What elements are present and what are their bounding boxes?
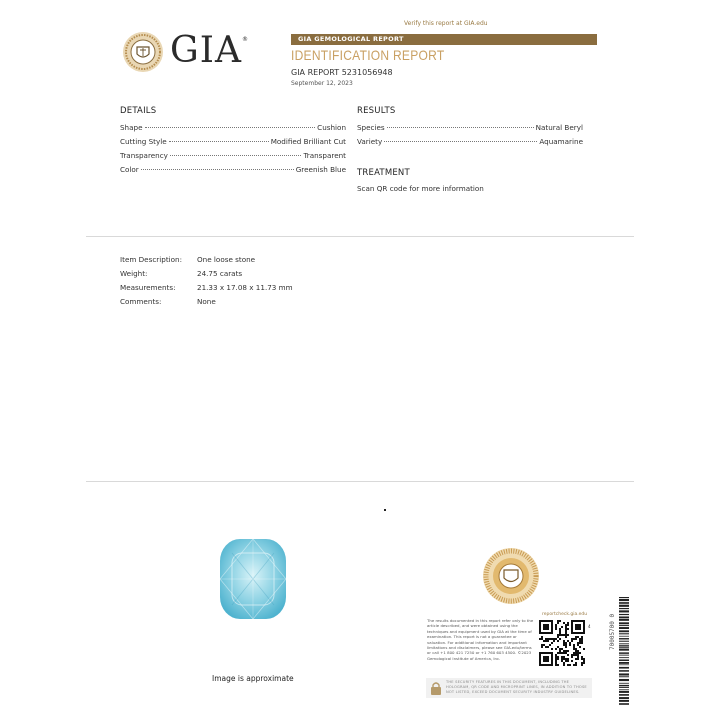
result-row-species bbox=[357, 123, 583, 132]
qr-code-icon bbox=[539, 620, 585, 666]
detail-row-transparency bbox=[120, 151, 346, 160]
lock-icon bbox=[430, 681, 442, 695]
gia-logo-text: GIA bbox=[170, 30, 242, 71]
detail-label: Transparency bbox=[120, 151, 168, 160]
verify-text: Verify this report at GIA.edu bbox=[404, 20, 488, 27]
item-value: 21.33 x 17.08 x 11.73 mm bbox=[197, 283, 293, 292]
detail-row-color bbox=[120, 165, 346, 174]
gia-seal-icon bbox=[122, 31, 164, 73]
result-label: Variety bbox=[357, 137, 383, 146]
result-value: Aquamarine bbox=[539, 137, 583, 146]
gia-hologram-seal-icon bbox=[482, 547, 540, 605]
detail-value: Transparent bbox=[303, 151, 346, 160]
item-value: 24.75 carats bbox=[197, 269, 243, 278]
item-label: Comments: bbox=[120, 297, 162, 306]
security-text: THE SECURITY FEATURES IN THIS DOCUMENT, INCLUDING THE HOLOGRAM, QR CODE AND MICROPRINT LINES, IN ADDITION TO THOSE NOT LISTED, EXCEED DOCUMENT SECURITY INDUSTRY GUIDELINES. bbox=[446, 680, 587, 694]
report-number: GIA REPORT 5231056948 bbox=[291, 68, 393, 77]
serial-number: 70005700 0 bbox=[609, 613, 616, 650]
result-label: Species bbox=[357, 123, 385, 132]
result-value: Natural Beryl bbox=[535, 123, 583, 132]
detail-value: Cushion bbox=[317, 123, 346, 132]
results-heading: RESULTS bbox=[357, 106, 396, 116]
registration-dot bbox=[384, 509, 386, 511]
section-divider bbox=[86, 481, 634, 482]
result-row-variety bbox=[357, 137, 583, 146]
detail-label: Cutting Style bbox=[120, 137, 167, 146]
detail-row-shape bbox=[120, 123, 346, 132]
qr-side-mark: 4 bbox=[588, 624, 591, 629]
section-divider bbox=[86, 236, 634, 237]
treatment-text: Scan QR code for more information bbox=[357, 184, 484, 193]
barcode-icon bbox=[619, 597, 629, 705]
security-notice bbox=[426, 678, 592, 698]
disclaimer-text: The results documented in this report refer only to the article described, and were obtained using the techniques and equipment used by GIA at the time of examination. This report is not a guarantee or valuation. For additional information and important limitations and disclaimers, please see GIA.edu/terms or call +1 800 421 7250 or +1 760 603 4500. ©2023 Gemological Institute of America, Inc. bbox=[427, 618, 534, 661]
report-banner bbox=[291, 34, 597, 45]
detail-value: Modified Brilliant Cut bbox=[270, 137, 346, 146]
detail-value: Greenish Blue bbox=[295, 165, 346, 174]
report-type-title: IDENTIFICATION REPORT bbox=[291, 47, 445, 63]
report-date: September 12, 2023 bbox=[291, 80, 353, 87]
aquamarine-gem-image bbox=[218, 537, 288, 621]
item-label: Weight: bbox=[120, 269, 148, 278]
reportcheck-url: reportcheck.gia.edu bbox=[542, 612, 588, 617]
item-value: None bbox=[197, 297, 216, 306]
registered-mark: ® bbox=[242, 36, 248, 43]
detail-row-cutting-style bbox=[120, 137, 346, 146]
item-value: One loose stone bbox=[197, 255, 256, 264]
detail-label: Color bbox=[120, 165, 139, 174]
item-label: Item Description: bbox=[120, 255, 183, 264]
banner-text: GIA GEMOLOGICAL REPORT bbox=[298, 35, 404, 43]
item-label: Measurements: bbox=[120, 283, 176, 292]
detail-label: Shape bbox=[120, 123, 143, 132]
details-heading: DETAILS bbox=[120, 106, 157, 116]
treatment-heading: TREATMENT bbox=[357, 168, 410, 178]
image-caption: Image is approximate bbox=[212, 674, 294, 683]
